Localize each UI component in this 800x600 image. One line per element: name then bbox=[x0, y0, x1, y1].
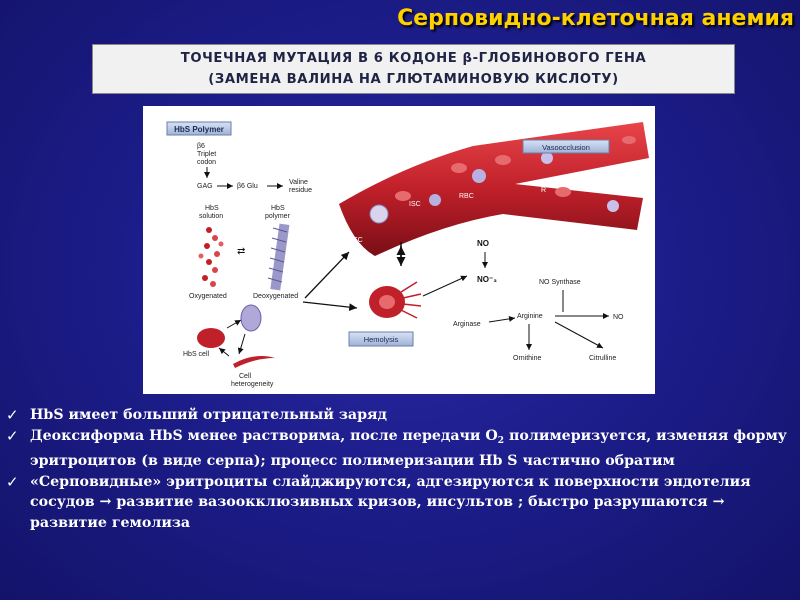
hbs-polymer-label-2: polymer bbox=[265, 213, 290, 220]
cell-arrow-3 bbox=[219, 348, 229, 356]
hbs-polymer-fiber bbox=[268, 224, 289, 291]
hbs-solution-label-2: solution bbox=[199, 213, 224, 220]
hbs-cell-label: HbS cell bbox=[183, 351, 210, 358]
bullet-item bbox=[6, 426, 796, 472]
oxygenated-label: Oxygenated bbox=[189, 293, 227, 300]
citrulline-label: Citrulline bbox=[589, 355, 617, 362]
no2-label: NO bbox=[613, 314, 624, 321]
beta6-label: β6 bbox=[197, 143, 205, 150]
hbs-cell-oxygenated bbox=[197, 328, 225, 348]
heterogeneity-label: heterogeneity bbox=[231, 381, 274, 388]
hbs-solution-molecules bbox=[199, 227, 224, 287]
hemolysis-no-arrow bbox=[423, 276, 467, 296]
no-label: NO bbox=[477, 239, 489, 248]
vasoocclusion-label: Vasoocclusion bbox=[542, 143, 590, 152]
checkmark-icon: ✓ bbox=[6, 426, 19, 445]
header-line-1: ТОЧЕЧНАЯ МУТАЦИЯ В 6 КОДОНЕ β-ГЛОБИНОВОГО ГЕНА bbox=[180, 51, 647, 66]
bullet-text-3: «Серповидные» эритроциты слайджируются, адгезируются к поверхности эндотелия сосудов → развитие вазоокклюзивных кризов, инсультов ; быстро разрушаются → развитие гемолиза bbox=[30, 473, 751, 531]
checkmark-icon: ✓ bbox=[6, 472, 19, 491]
bullet-item bbox=[6, 405, 796, 426]
r-label: R bbox=[541, 187, 547, 194]
checkmark-icon: ✓ bbox=[6, 406, 19, 424]
arginase-label: Arginase bbox=[453, 321, 481, 328]
pathogenesis-diagram bbox=[143, 106, 655, 394]
hemolysis-cell bbox=[369, 282, 421, 318]
arginase-arrow bbox=[489, 318, 515, 322]
hemolysis-label: Hemolysis bbox=[363, 335, 399, 344]
arrow-to-vasoocclusion bbox=[305, 252, 349, 298]
header-box bbox=[92, 44, 735, 94]
bullet-text-1: HbS имеет больший отрицательный заряд bbox=[30, 407, 387, 423]
bullet-text-2: Деоксиформа HbS менее растворима, после передачи $О_2$ полимеризуется, изменяя форму эритроцитов (в виде серпа); процесс полимеризации Hb S частично обратим bbox=[30, 427, 787, 469]
bullet-list bbox=[6, 405, 796, 533]
hbs-cell-deoxygenated bbox=[241, 305, 261, 331]
arrow-to-hemolysis bbox=[303, 302, 357, 308]
equilibrium-arrows: ⇄ bbox=[237, 246, 246, 257]
ec-label: EC bbox=[353, 237, 363, 244]
arginine-citrulline-arrow bbox=[555, 322, 603, 348]
valine-label: Valine bbox=[289, 179, 308, 186]
rbc-label: RBC bbox=[459, 193, 474, 200]
hbs-polymer-label: HbS Polymer bbox=[174, 125, 224, 134]
cell-arrow-2 bbox=[239, 334, 245, 354]
deoxygenated-label: Deoxygenated bbox=[253, 293, 299, 300]
ornithine-label: Ornithine bbox=[513, 355, 542, 362]
gag-label: GAG bbox=[197, 183, 213, 190]
header-line-2: (ЗАМЕНА ВАЛИНА НА ГЛЮТАМИНОВУЮ КИСЛОТУ) bbox=[208, 72, 619, 87]
sickle-cell bbox=[233, 356, 275, 368]
hbs-solution-label-1: HbS bbox=[205, 205, 219, 212]
no3-label: NO⁻₃ bbox=[477, 275, 497, 284]
pathogenesis-figure bbox=[143, 106, 655, 394]
triplet-label: Triplet bbox=[197, 151, 217, 158]
cell-arrow-1 bbox=[227, 320, 241, 328]
b6glu-label: β6 Glu bbox=[237, 183, 258, 190]
hbs-polymer-label-1: HbS bbox=[271, 205, 285, 212]
slide-title: Серповидно-клеточная анемия bbox=[397, 6, 794, 31]
codon-label: codon bbox=[197, 159, 217, 166]
isc-label: ISC bbox=[409, 201, 421, 208]
arginine-label: Arginine bbox=[517, 313, 543, 320]
cell-label: Cell bbox=[239, 373, 252, 380]
no-synthase-label: NO Synthase bbox=[539, 279, 581, 286]
bullet-item bbox=[6, 472, 796, 534]
residue-label: residue bbox=[289, 187, 312, 194]
